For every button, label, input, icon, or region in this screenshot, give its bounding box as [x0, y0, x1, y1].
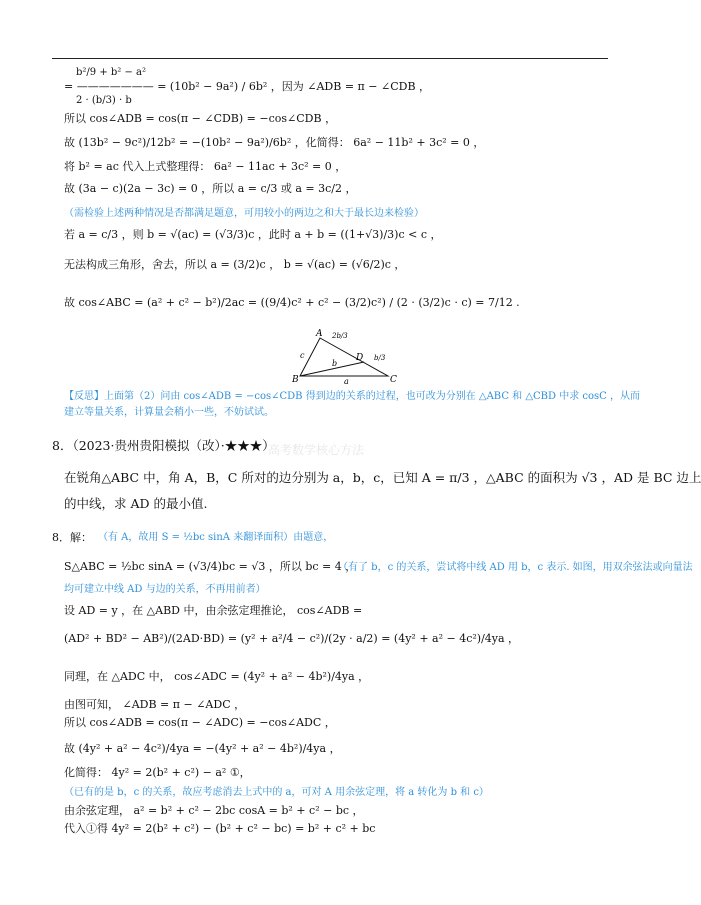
text-line: = ——————— = (10b² − 9a²) / 6b² ，因为 ∠ADB = π − ∠CDB ，	[64, 80, 431, 93]
question-text: 的中线，求 AD 的最小值.	[64, 496, 208, 511]
fraction-numerator: b²/9 + b² − a²	[76, 67, 146, 78]
reflection-line: 建立等量关系，计算量会稍小一些，不妨试试。	[64, 407, 274, 418]
text-line: 设 AD = y ，在 △ABD 中，由余弦定理推论， cos∠ADB =	[64, 604, 363, 617]
text-line: 所以 cos∠ADB = cos(π − ∠CDB) = −cos∠CDB ，	[64, 112, 337, 125]
vertex-c-label: C	[390, 375, 397, 385]
comment-line: 均可建立中线 AD 与边的关系，不再用前者）	[64, 584, 266, 595]
segment-2b3-label: 2b/3	[332, 332, 348, 340]
comment-line: （已有的是 b，c 的关系，故应考虑消去上式中的 a，可对 A 用余弦定理，将 a 转化为 b 和 c）	[64, 787, 489, 798]
question-source: （2023·贵州贵阳模拟（改）·★★★）	[72, 438, 275, 453]
side-b-label: b	[332, 359, 338, 368]
text-line: 故 (3a − c)(2a − 3c) = 0 ，所以 a = c/3 或 a = 3c/2 ，	[64, 182, 357, 195]
text-line: 若 a = c/3 ，则 b = √(ac) = (√3/3)c ，此时 a + b = ((1+√3)/3)c < c ，	[64, 228, 442, 241]
vertex-d-label: D	[356, 353, 364, 363]
header-rule	[52, 58, 608, 59]
text-line: 化简得： 4y² = 2(b² + c²) − a² ①，	[64, 766, 251, 779]
text-line: 所以 cos∠ADB = cos(π − ∠ADC) = −cos∠ADC ，	[64, 716, 336, 729]
text-line: 故 (4y² + a² − 4c²)/4ya = −(4y² + a² − 4b²)/4ya ，	[64, 742, 341, 755]
text-line: S△ABC = ½bc sinA = (√3/4)bc = √3 ，所以 bc = 4 ，	[64, 560, 357, 573]
text-line: 同理，在 △ADC 中， cos∠ADC = (4y² + a² − 4b²)/4ya ，	[64, 670, 370, 683]
vertex-b-label: B	[292, 375, 299, 385]
comment-line: （有了 b，c 的关系，尝试将中线 AD 用 b，c 表示. 如图，用双余弦法或向量法	[338, 562, 693, 573]
question-header	[52, 438, 275, 454]
text-line: 由图可知， ∠ADB = π − ∠ADC ，	[64, 698, 246, 711]
text-line: 故 (13b² − 9c²)/12b² = −(10b² − 9a²)/6b² ，化简得： 6a² − 11b² + 3c² = 0 ，	[64, 136, 485, 149]
text-line: 无法构成三角形，舍去，所以 a = (3/2)c ， b = √(ac) = (√6/2)c ，	[64, 258, 406, 271]
side-c-label: c	[300, 351, 305, 360]
comment-line: （需检验上述两种情况是否都满足题意，可用较小的两边之和大于最长边来检验）	[64, 208, 424, 219]
question-text: 在锐角△ABC 中，角 A，B，C 所对的边分别为 a，b，c，已知 A = π/3 ，△ABC 的面积为 √3 ，AD 是 BC 边上	[64, 470, 701, 485]
text-line: 代入①得 4y² = 2(b² + c²) − (b² + c² − bc) = b² + c² + bc	[64, 822, 376, 835]
text-line: 由余弦定理， a² = b² + c² − 2bc cosA = b² + c² − bc ，	[64, 804, 364, 817]
text-line: 将 b² = ac 代入上式整理得： 6a² − 11ac + 3c² = 0 ，	[64, 160, 347, 173]
segment-b3-label: b/3	[374, 354, 386, 362]
reflection-line: 【反思】上面第（2）问由 cos∠ADB = −cos∠CDB 得到边的关系的过程，也可改为分别在 △ABC 和 △CBD 中求 cosC ，从而	[64, 391, 640, 402]
triangle-diagram	[292, 326, 422, 386]
question-number: 8．	[52, 438, 73, 453]
watermark: 高考数学核心方法	[268, 443, 365, 457]
text-line: (AD² + BD² − AB²)/(2AD·BD) = (y² + a²/4 − c²)/(2y · a/2) = (4y² + a² − 4c²)/4ya ，	[64, 632, 520, 645]
fraction-denominator: 2 · (b/3) · b	[76, 95, 132, 106]
side-a-label: a	[344, 377, 349, 386]
vertex-a-label: A	[316, 329, 323, 339]
text-line: 故 cos∠ABC = (a² + c² − b²)/2ac = ((9/4)c² + c² − (3/2)c²) / (2 · (3/2)c · c) = 7/12 .	[64, 296, 520, 309]
solution-label: 8．解：	[52, 531, 92, 544]
comment-line: （有 A，故用 S = ½bc sinA 来翻译面积）由题意，	[98, 532, 334, 543]
